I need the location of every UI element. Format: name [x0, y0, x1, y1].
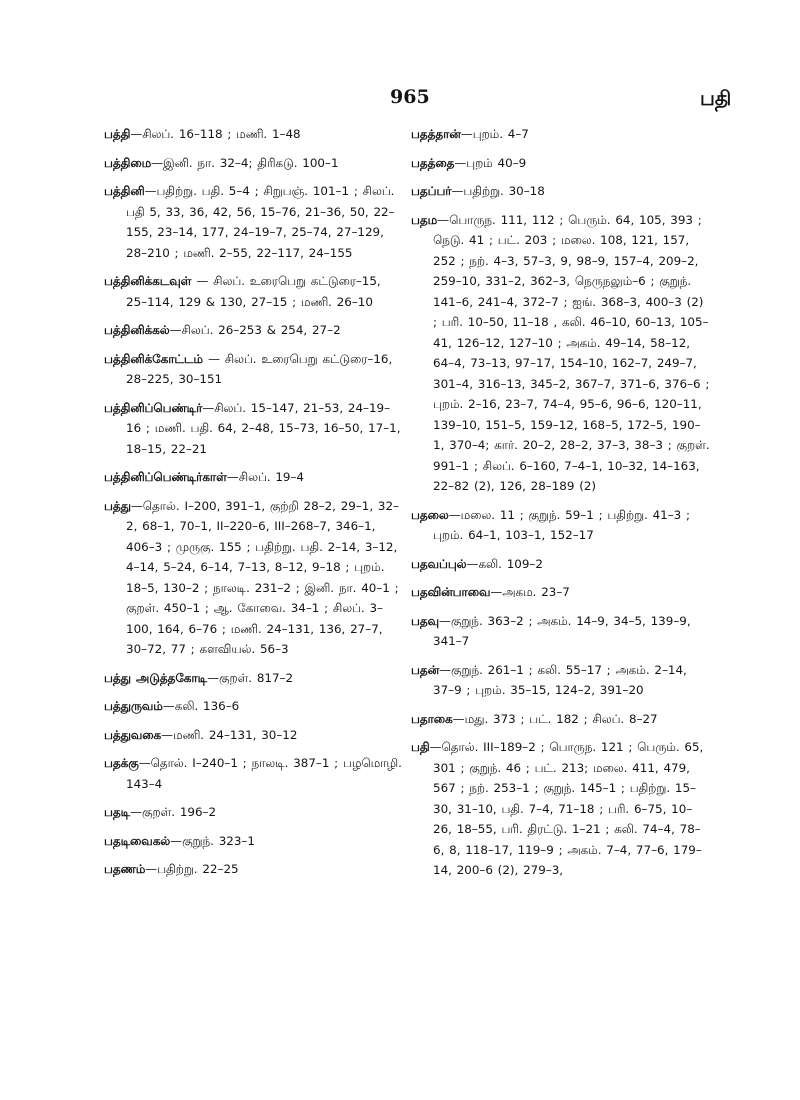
index-entry: பத்தினி—பதிற்று. பதி. 5–4 ; சிறுபஞ். 101–1 ; சிலப். பதி 5, 33, 36, 42, 56, 15–76, 21–36, 50, 22–155, 23–14, 177, 24–19–7, 25–74, 27–129, 28–210 ; மணி. 2–55, 22–117, 24–155	[104, 184, 395, 260]
index-entry: பதணம்—பதிற்று. 22–25	[104, 862, 239, 876]
page-number: 965	[390, 86, 430, 108]
index-entry: பத்தி—சிலப். 16–118 ; மணி. 1–48	[104, 127, 301, 141]
index-entry: பத்திமை—இனி. நா. 32–4; திரிகடு. 100–1	[104, 155, 339, 170]
index-entry: பத்து—தொல். I–200, 391–1, குற்றி 28–2, 29–1, 32–2, 68–1, 70–1, II–220–6, III–268–7, 346–1, 406–3 ; முருகு. 155 ; பதிற்று. பதி. 2–14, 3–12, 4–14, 5–24, 6–14, 7–13, 8–12, 9–18 ; புறம். 18–5, 130–2 ; நாலடி. 231–2 ; இனி. நா. 40–1 ; குறள். 450–1 ; ஆ. கோவை. 34–1 ; சிலப். 3–100, 164, 6–76 ; மணி. 24–131, 136, 27–7, 30–72, 77 ; களவியல். 56–3	[104, 498, 399, 656]
index-entry: பதக்கு—தொல். I–240–1 ; நாலடி. 387–1 ; பழமொழி. 143–4	[104, 756, 402, 791]
index-entry: பத்துருவம்—கலி. 136–6	[104, 699, 240, 713]
right-column	[411, 124, 711, 889]
index-entry: பதடி—குறள். 196–2	[104, 805, 217, 819]
index-entry: பதத்தை—புறம் 40–9	[411, 155, 527, 170]
index-entry: பதவின்பாவை—அகம. 23–7	[411, 585, 570, 599]
index-entry: பதம—பொருந. 111, 112 ; பெரும். 64, 105, 393 ; நெடு. 41 ; பட். 203 ; மலை. 108, 121, 157, 252 ; நற். 4–3, 57–3, 9, 98–9, 157–4, 209–2, 259–10, 331–2, 362–3, நெருநலும்–6 ; குறுந். 141–6, 241–4, 372–7 ; ஐங். 368–3, 400–3 (2) ; பரி. 10–50, 11–18 , கலி. 46–10, 60–13, 105–41, 126–12, 127–10 ; அகம். 49–14, 58–12, 64–4, 73–13, 97–17, 154–10, 162–7, 249–7, 301–4, 316–13, 345–2, 367–7, 371–6, 376–6 ; புறம். 2–16, 23–7, 74–4, 95–6, 96–6, 120–11, 139–10, 151–5, 159–12, 168–5, 172–5, 190–1, 370–4; கார். 20–2, 28–2, 37–3, 38–3 ; குறள். 991–1 ; சிலப். 6–160, 7–4–1, 10–32, 14–163, 22–82 (2), 126, 28–189 (2)	[411, 212, 710, 493]
index-entry: பதத்தான்—புறம். 4–7	[411, 127, 529, 141]
index-entry: பத்துவகை—மணி. 24–131, 30–12	[104, 727, 298, 742]
left-column	[104, 124, 404, 888]
index-entry: பத்தினிக்கல்—சிலப். 26–253 & 254, 27–2	[104, 323, 341, 337]
index-entry: பத்து அடுத்தகோடி—குறள். 817–2	[104, 670, 294, 685]
index-entry: பத்தினிக்கோட்டம் — சிலப். உரைபெறு கட்டுரை–16, 28–225, 30–151	[104, 351, 393, 386]
index-entry: பதப்பர்—பதிற்று. 30–18	[411, 184, 545, 198]
index-entry: பதலை—மலை. 11 ; குறுந். 59–1 ; பதிற்று. 41–3 ; புறம். 64–1, 103–1, 152–17	[411, 507, 690, 542]
index-entry: பதன்—குறுந். 261–1 ; கலி. 55–17 ; அகம். 2–14, 37–9 ; புறம். 35–15, 124–2, 391–20	[411, 662, 687, 697]
index-entry: பதாகை—மது. 373 ; பட். 182 ; சிலப். 8–27	[411, 711, 658, 726]
index-entry: பத்தினிப்பெண்டிர்காள்—சிலப். 19–4	[104, 470, 304, 484]
index-entry: பத்தினிக்கடவுள் — சிலப். உரைபெறு கட்டுரை–15, 25–114, 129 & 130, 27–15 ; மணி. 26–10	[104, 274, 381, 309]
running-head: பதி	[700, 86, 732, 110]
index-entry: பதடிவைகல்—குறுந். 323–1	[104, 833, 255, 848]
index-entry: பதவப்புல்—கலி. 109–2	[411, 556, 543, 571]
index-entry: பதி—தொல். III–189–2 ; பொருந. 121 ; பெரும். 65, 301 ; குறுந். 46 ; பட். 213; மலை. 411, 479, 567 ; நற். 253–1 ; குறுந். 145–1 ; பதிற்று. 15–30, 31–10, பதி. 7–4, 71–18 ; பரி. 6–75, 10–26, 18–55, பரி. திரட்டு. 1–21 ; கலி. 74–4, 78–6, 8, 118–17, 119–9 ; அகம். 7–4, 77–6, 179–14, 200–6 (2), 279–3,	[411, 740, 704, 877]
index-entry: பத்தினிப்பெண்டிர்—சிலப். 15–147, 21–53, 24–19–16 ; மணி. பதி. 64, 2–48, 15–73, 16–50, 17–1, 18–15, 22–21	[104, 400, 401, 456]
index-entry: பதவு—குறுந். 363–2 ; அகம். 14–9, 34–5, 139–9, 341–7	[411, 613, 691, 648]
